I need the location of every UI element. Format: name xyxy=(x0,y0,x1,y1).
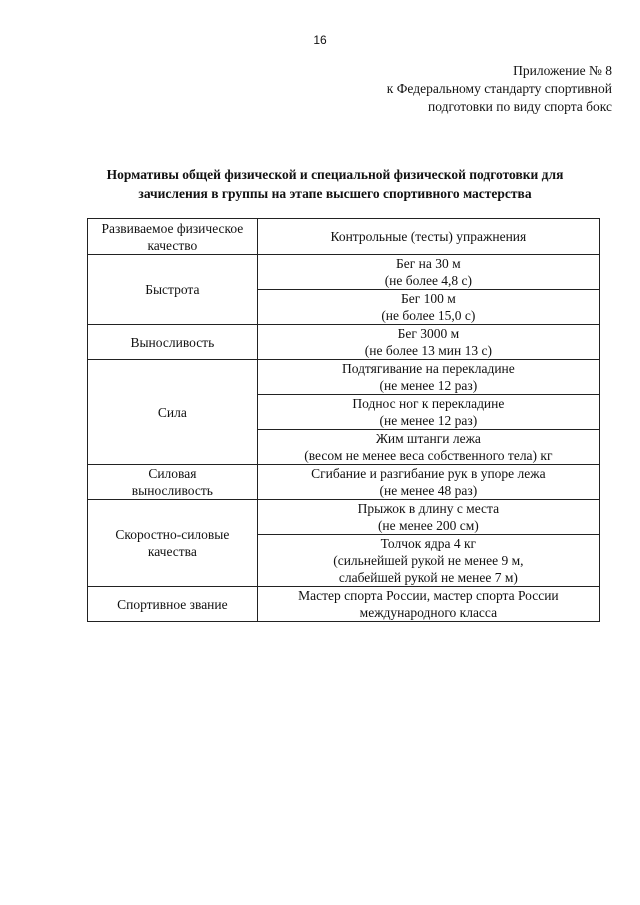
test-line: Бег 100 м xyxy=(400,291,456,306)
quality-cell xyxy=(88,325,258,360)
table-row xyxy=(88,500,600,535)
test-line: (не более 15,0 с) xyxy=(381,308,476,323)
quality-line: качества xyxy=(147,544,197,559)
test-line: (не менее 200 см) xyxy=(377,518,479,533)
quality-line: выносливость xyxy=(131,483,213,498)
test-cell xyxy=(257,325,599,360)
test-cell xyxy=(257,255,599,290)
test-line: (сильнейшей рукой не менее 9 м, xyxy=(333,553,524,568)
quality-line: Скоростно-силовые xyxy=(115,527,230,542)
quality-cell xyxy=(88,255,258,325)
table-row xyxy=(88,325,600,360)
test-line: (не менее 48 раз) xyxy=(379,483,478,498)
test-cell xyxy=(257,587,599,622)
norms-table-body xyxy=(88,219,600,622)
document-title-line: Нормативы общей физической и специальной физической подготовки для xyxy=(106,167,564,182)
test-line: (не более 4,8 с) xyxy=(384,273,473,288)
test-line: Сгибание и разгибание рук в упоре лежа xyxy=(311,466,546,481)
test-line: (не более 13 мин 13 с) xyxy=(364,343,492,358)
quality-line: Выносливость xyxy=(130,334,215,350)
quality-cell xyxy=(88,360,258,465)
test-cell xyxy=(257,290,599,325)
table-header-row xyxy=(88,219,600,255)
test-line: (не менее 12 раз) xyxy=(379,413,478,428)
test-line: Мастер спорта России, мастер спорта России xyxy=(298,588,559,603)
test-line: международного класса xyxy=(359,605,498,620)
appendix-number: Приложение № 8 xyxy=(513,63,612,78)
test-line: Толчок ядра 4 кг xyxy=(380,536,477,551)
table-row xyxy=(88,587,600,622)
test-line: Жим штанги лежа xyxy=(375,431,481,446)
table-row xyxy=(88,255,600,290)
test-cell xyxy=(257,395,599,430)
test-line: (весом не менее веса собственного тела) кг xyxy=(304,448,553,463)
quality-line: Силовая xyxy=(148,466,197,481)
test-line: Бег 3000 м xyxy=(397,326,460,341)
quality-line: Быстрота xyxy=(145,282,200,297)
test-line: Бег на 30 м xyxy=(396,256,461,271)
appendix-sport: подготовки по виду спорта бокс xyxy=(428,99,612,114)
quality-line: Сила xyxy=(157,404,187,420)
test-line: слабейшей рукой не менее 7 м) xyxy=(338,570,518,585)
page-number: 16 xyxy=(313,33,327,47)
quality-cell xyxy=(88,500,258,587)
header-quality-line: Развиваемое физическое xyxy=(101,220,244,236)
test-line: Подтягивание на перекладине xyxy=(341,361,515,376)
test-cell xyxy=(257,430,599,465)
quality-cell xyxy=(88,587,258,622)
document-title xyxy=(70,165,600,203)
test-cell xyxy=(257,465,599,500)
table-row xyxy=(88,360,600,395)
appendix-header xyxy=(387,62,612,116)
header-tests: Контрольные (тесты) упражнения xyxy=(257,219,599,255)
test-cell xyxy=(257,500,599,535)
test-line: Прыжок в длину с места xyxy=(357,501,500,516)
quality-cell xyxy=(88,465,258,500)
test-cell xyxy=(257,360,599,395)
appendix-standard: к Федеральному стандарту спортивной xyxy=(386,81,612,96)
test-line: Поднос ног к перекладине xyxy=(352,396,505,411)
header-quality-line: качество xyxy=(147,237,198,253)
document-title-line: зачисления в группы на этапе высшего спортивного мастерства xyxy=(138,186,532,201)
test-line: (не менее 12 раз) xyxy=(379,378,478,393)
table-row xyxy=(88,465,600,500)
norms-table xyxy=(87,218,600,622)
header-quality xyxy=(88,219,258,255)
quality-line: Спортивное звание xyxy=(117,596,228,612)
test-cell xyxy=(257,535,599,587)
